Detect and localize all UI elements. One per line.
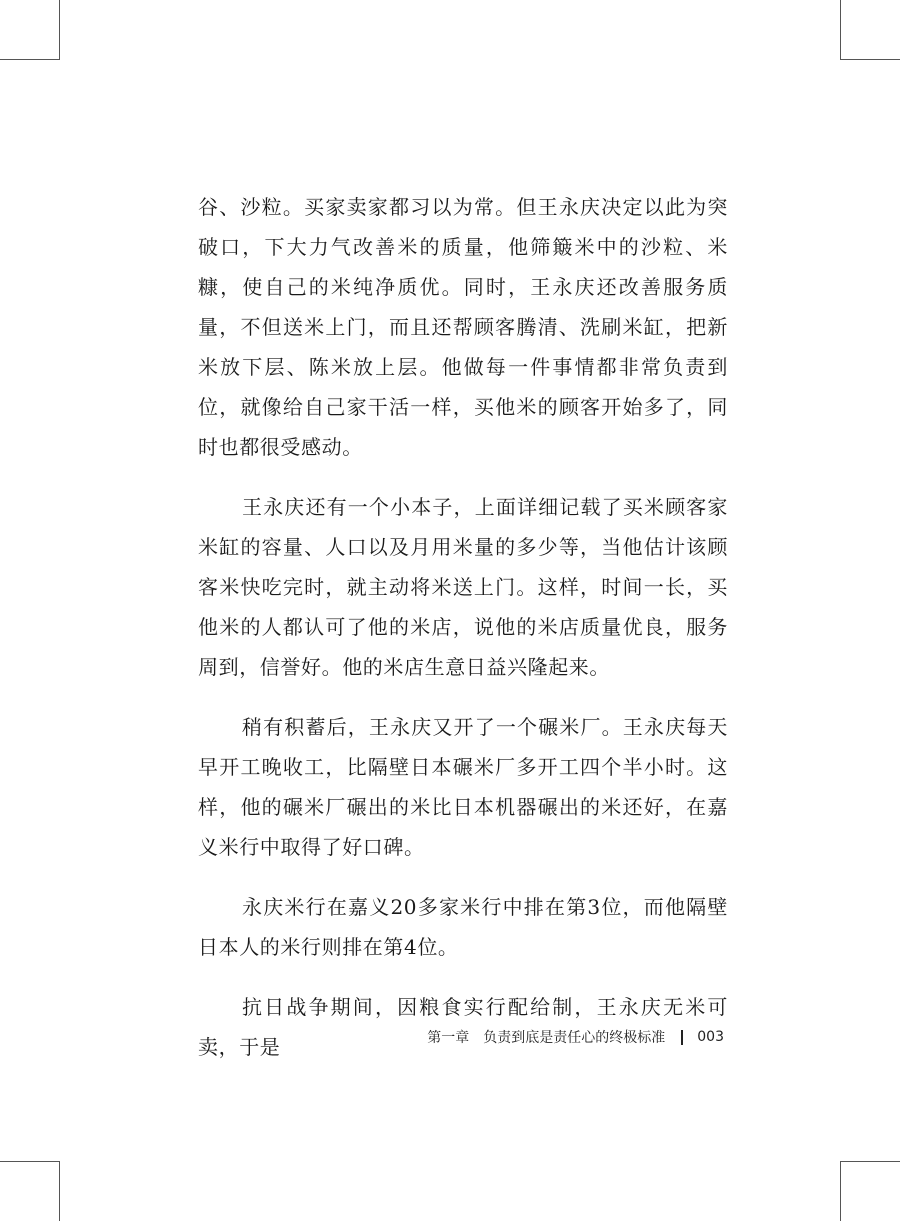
crop-mark-top-left-vertical xyxy=(59,0,60,60)
chapter-title: 第一章 负责到底是责任心的终极标准 xyxy=(427,1030,666,1046)
crop-mark-top-right-vertical xyxy=(840,0,841,60)
page-number: 003 xyxy=(697,1029,724,1045)
paragraph: 永庆米行在嘉义20多家米行中排在第3位，而他隔壁日本人的米行则排在第4位。 xyxy=(198,895,728,959)
crop-mark-bottom-right-vertical xyxy=(840,1161,841,1221)
paragraph: 谷、沙粒。买家卖家都习以为常。但王永庆决定以此为突破口，下大力气改善米的质量，他筛簸米中的沙粒、米糠，使自己的米纯净质优。同时，王永庆还改善服务质量，不但送米上门，而且还帮顾客腾清、洗刷米缸，把新米放下层、陈米放上层。他做每一件事情都非常负责到位，就像给自己家干活一样，买他米的顾客开始多了，同时也都很受感动。 xyxy=(198,195,728,459)
paragraph: 王永庆还有一个小本子，上面详细记载了买米顾客家米缸的容量、人口以及月用米量的多少等，当他估计该顾客米快吃完时，就主动将米送上门。这样，时间一长，买他米的人都认可了他的米店，说他的米店质量优良，服务周到，信誉好。他的米店生意日益兴隆起来。 xyxy=(198,495,728,679)
body-text xyxy=(198,187,728,1087)
crop-mark-bottom-left-horizontal xyxy=(0,1161,60,1162)
footer-separator xyxy=(681,1030,683,1045)
crop-mark-bottom-left-vertical xyxy=(59,1161,60,1221)
crop-mark-top-left-horizontal xyxy=(0,59,60,60)
running-footer xyxy=(427,1027,724,1047)
paragraph: 抗日战争期间，因粮食实行配给制，王永庆无米可卖，于是 xyxy=(198,995,728,1059)
paragraph: 稍有积蓄后，王永庆又开了一个碾米厂。王永庆每天早开工晚收工，比隔壁日本碾米厂多开工四个半小时。这样，他的碾米厂碾出的米比日本机器碾出的米还好，在嘉义米行中取得了好口碑。 xyxy=(198,715,728,859)
crop-mark-bottom-right-horizontal xyxy=(840,1161,900,1162)
crop-mark-top-right-horizontal xyxy=(840,59,900,60)
